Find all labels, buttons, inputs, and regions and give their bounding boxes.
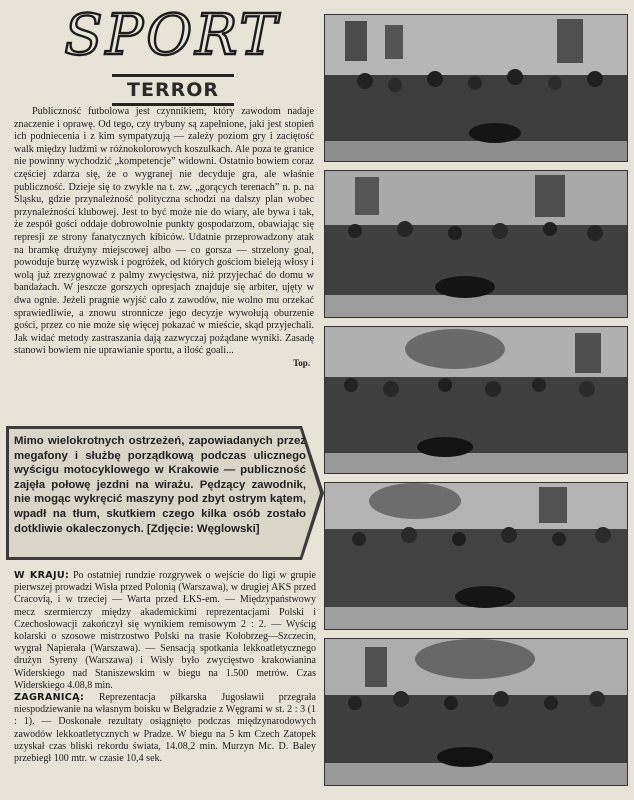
- w-kraju-label: W KRAJU:: [14, 570, 70, 581]
- article-column: [14, 106, 314, 368]
- article-paragraph: Publiczność futbolowa jest czynnikiem, który zawodom nadaje znaczenie i oprawę. Od tego, czy trybuny są zapełnione, jaki jest stopień ich podniecenia i z kim sympatyzują — zależy poziom gry i zaciętość walk między ludźmi w różnokolorowych koszulkach. Ale poza te granice nie powinny wychodzić „kompetencje” widowni. Ostatnio bowiem coraz częściej zdarza się, że o wygranej nie decyduje gra, ale właśnie publiczność. Dzieje się to zwykle na t. zw. „gorących terenach” n. p. na Śląsku, gdzie przynależność polityczna schodzi na dalszy plan wobec przynależności klubowej. Jest to być może nie do wiary, ale bywa i tak, że zespół gości oddaje dobrowolnie punkty gospodarzom, obawiając się represji ze strony fanatycznych kibiców. Udatnie przeprowadzony atak na bramkę drużyny miejscowej albo — co gorsza — strzelony goal, powoduje burzę wyzwisk i pogróżek, od których gościom bieleją włosy i wolą już zrezygnować z palmy zwycięstwa, niż przyjechać do domu w bandażach. W jeszcze gorszych opresjach znajduje się arbiter, ujęty w dwa ognie. Jeżeli pragnie wyjść cało z zawodów, nie wolno mu orzekać sprawiedliwie, a znowu stronnicze jego decyzje wywołują oburzenie gości, przez co nie może się więcej pokazać w mieście, skąd przyjechali. Jak widać metody zastraszania dają zazwyczaj pożądane wyniki. Zasadę stanowi bowiem nie uprawianie sportu, a ilość goali...: [14, 106, 314, 357]
- crowd-photo-4-image: [325, 483, 627, 629]
- news-w-kraju: [14, 570, 316, 692]
- photo-caption-arrow: [6, 426, 306, 560]
- crowd-photo-2: [324, 170, 628, 318]
- sport-masthead: [56, 2, 288, 64]
- news-briefs: [14, 570, 316, 765]
- zagranica-text: Reprezentacja piłkarska Jugosławii przegrała niespodziewanie na własnym boisku w Belgradzie z Węgrami w st. 2 : 3 (1 : 1). — Doskonałe rezultaty osiągnięto podczas międzynarodowych zawodów lekkoatletycznych w Pradze. W biegu na 5 km Czech Zatopek uzyskał czas bliski rekordu świata, 14.08,2 min. Murzyn Mc. D. Baley przebiegł 100 mtr. w czasie 10,4 sek.: [14, 692, 316, 765]
- crowd-photo-3-image: [325, 327, 627, 473]
- crowd-photo-4: [324, 482, 628, 630]
- zagranica-label: ZAGRANICĄ:: [14, 692, 85, 704]
- crowd-photo-2-image: [325, 171, 627, 317]
- w-kraju-text: Po ostatniej rundzie rozgrywek o wejście do ligi w grupie pierwszej prowadzi Wisła przed Polonią (Warszawa), w drugiej AKS przed Cracovią, i w trzeciej — Warta przed ŁKS-em. — Międzypaństwowy mecz szermierczy między akademickimi reprezentacjami Polski i Czechosłowacji zakończył się wynikiem remisowym 2 : 2. — Wyścig kolarski o szosowe mistrzostwo Polski na trasie Kołobrzeg—Szczecin, wygrał Napierała (Warszawa). — Sensacją spotkania lekkoatletycznego drużyn Syreny (Warszawa) i Wisły było zwycięstwo krakowianina Widerskiego nad Staniszewskim w biegu na 1.500 metrów. Czas Widerskiego 4.08,8 min.: [14, 570, 316, 691]
- crowd-photo-5: [324, 638, 628, 786]
- crowd-photo-1-image: [325, 15, 627, 161]
- masthead-title: SPORT: [64, 3, 280, 64]
- photo-sequence: [324, 14, 626, 798]
- news-zagranica: [14, 692, 316, 765]
- crowd-photo-5-image: [325, 639, 627, 785]
- photo-caption-text: Mimo wielokrotnych ostrzeżeń, zapowiadanych przez megafony i służbę porządkową podczas ulicznego wyścigu motocyklowego w Krakowie — publiczność zajęła połowę jezdni na wirażu. Pędzący zawodnik, nie mogąc wykręcić maszyny pod zbyt ostrym kątem, wpadł na tłum, skutkiem czego kilka osób zostało dotkliwie okaleczonych. [Zdjęcie: Węglowski]: [14, 435, 306, 535]
- crowd-photo-1: [324, 14, 628, 162]
- crowd-photo-3: [324, 326, 628, 474]
- article-section-title: TERROR: [112, 74, 234, 106]
- masthead-lettering: [56, 2, 288, 64]
- article-byline: Top.: [293, 357, 310, 368]
